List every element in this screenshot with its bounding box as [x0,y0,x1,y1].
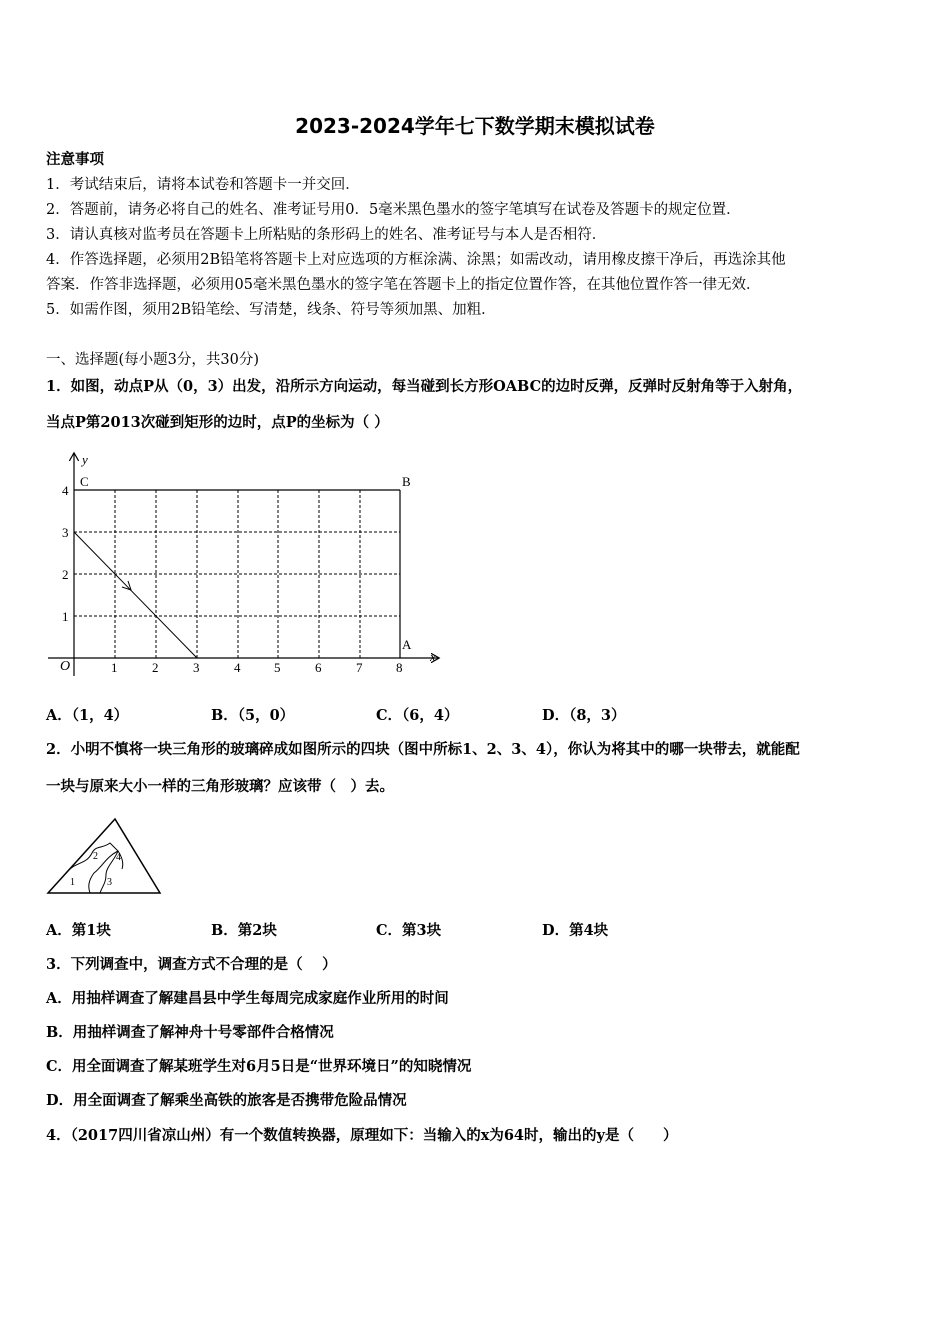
y-tick-2: 2 [62,567,69,582]
q2-options [46,921,906,941]
notice-item-3: 3．请认真核对监考员在答题卡上所粘贴的条形码上的姓名、准考证号与本人是否相符． [46,227,607,243]
x-axis-label: x [430,649,436,664]
q2-figure [44,815,164,897]
q2-stem-line1: 2．小明不慎将一块三角形的玻璃碎成如图所示的四块（图中所标1、2、3、4），你认为将其中的哪一块带去，就能配 [46,741,800,758]
x-tick-4: 4 [234,660,241,675]
q3-option-a[interactable]: A．用抽样调查了解建昌县中学生每周完成家庭作业所用的时间 [46,990,449,1007]
page-title: 2023-2024学年七下数学期末模拟试卷 [295,114,655,138]
corner-label-b: B [402,474,411,489]
q1-option-a[interactable]: A．（1，4） [46,707,129,724]
x-tick-7: 7 [356,660,363,675]
x-tick-2: 2 [152,660,159,675]
x-tick-5: 5 [274,660,281,675]
piece-label-4: 4 [116,852,121,863]
x-tick-3: 3 [193,660,200,675]
notice-item-4: 4．作答选择题，必须用2B铅笔将答题卡上对应选项的方框涂满、涂黑；如需改动，请用橡皮擦干净后，再选涂其他 [46,252,786,268]
notice-item-1: 1．考试结束后，请将本试卷和答题卡一并交回． [46,177,360,193]
q2-stem-line2: 一块与原来大小一样的三角形玻璃？应该带（ ）去。 [46,778,394,795]
q3-option-b[interactable]: B．用抽样调查了解神舟十号零部件合格情况 [46,1024,334,1041]
piece-label-3: 3 [107,877,112,888]
q3-option-d[interactable]: D．用全面调查了解乘坐高铁的旅客是否携带危险品情况 [46,1092,407,1109]
y-tick-1: 1 [62,609,69,624]
section-heading: 一、选择题(每小题3分，共30分) [46,352,259,368]
y-axis-label: y [82,452,88,467]
x-tick-6: 6 [315,660,322,675]
q1-option-d[interactable]: D．（8，3） [542,707,626,724]
q2-option-d[interactable]: D．第4块 [542,922,609,939]
origin-label: O [60,659,71,674]
y-tick-4: 4 [62,483,69,498]
notice-item-2: 2．答题前，请务必将自己的姓名、准考证号用0．5毫米黑色墨水的签字笔填写在试卷及答题卡的规定位置． [46,202,741,218]
q2-option-b[interactable]: B．第2块 [211,922,277,939]
q2-option-c[interactable]: C．第3块 [376,922,442,939]
corner-label-a: A [402,637,412,652]
y-tick-3: 3 [62,525,69,540]
q1-option-c[interactable]: C．（6，4） [376,707,459,724]
horizontal-gridlines [74,532,400,616]
q1-stem-line1: 1．如图，动点P从（0，3）出发，沿所示方向运动，每当碰到长方形OABC的边时反弹，反弹时反射角等于入射角， [46,378,803,395]
q2-option-a[interactable]: A．第1块 [46,922,111,939]
piece-label-2: 2 [93,851,98,862]
q1-figure [40,448,450,688]
notice-item-5: 5．如需作图，须用2B铅笔绘、写清楚，线条、符号等须加黑、加粗． [46,302,496,318]
triangle-outline [48,819,160,893]
corner-label-c: C [80,474,89,489]
x-tick-1: 1 [111,660,118,675]
q1-stem-line2: 当点P第2013次碰到矩形的边时，点P的坐标为（ ） [46,414,389,431]
notice-item-4-cont: 答案．作答非选择题，必须用05毫米黑色墨水的签字笔在答题卡上的指定位置作答，在其他位置作答一律无效． [46,277,761,293]
q1-options [46,706,906,726]
q1-option-b[interactable]: B．（5，0） [211,707,295,724]
path-line [74,532,197,658]
q4-stem: 4．（2017四川省凉山州）有一个数值转换器，原理如下：当输入的x为64时，输出的y是（ ） [46,1127,678,1144]
q3-option-c[interactable]: C．用全面调查了解某班学生对6月5日是“世界环境日”的知晓情况 [46,1058,472,1075]
q3-stem: 3．下列调查中，调查方式不合理的是（ ） [46,956,337,973]
piece-label-1: 1 [70,877,75,888]
x-tick-8: 8 [396,660,403,675]
notice-heading: 注意事项 [46,151,104,168]
